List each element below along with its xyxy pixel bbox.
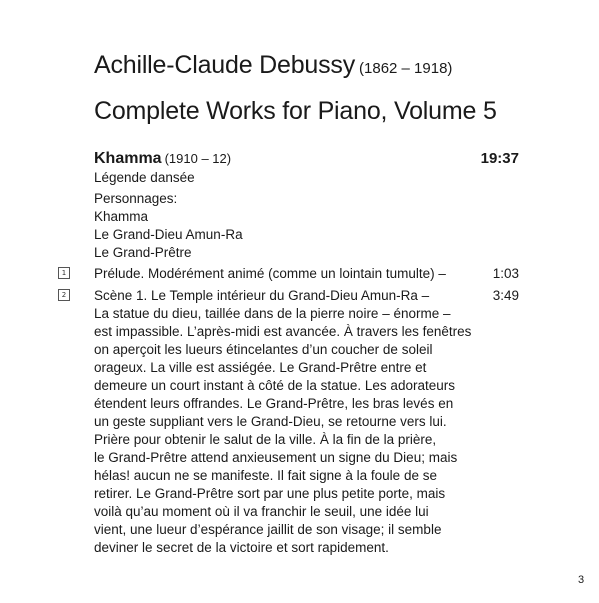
- track-line: deviner le secret de la victoire et sort rapidement.: [94, 540, 389, 555]
- track-number-box: 1: [58, 267, 70, 279]
- track-line: hélas! aucun ne se manifeste. Il fait signe à la foule de se: [94, 468, 437, 483]
- characters-list: [94, 190, 243, 262]
- work-title: Khamma: [94, 150, 162, 167]
- track-line: Scène 1. Le Temple intérieur du Grand-Dieu Amun-Ra –: [94, 288, 430, 303]
- characters-heading: Personnages:: [94, 191, 178, 206]
- track-line: La statue du dieu, taillée dans de la pierre noire – énorme –: [94, 306, 451, 321]
- track-number-box: 2: [58, 289, 70, 301]
- track-line: étendent leurs offrandes. Le Grand-Prêtre, les bras levés en: [94, 396, 454, 411]
- track-line: Prélude. Modérément animé (comme un lointain tumulte) –: [94, 266, 446, 281]
- track-row: [58, 287, 519, 567]
- track-description: [94, 287, 474, 557]
- character-item: Le Grand-Prêtre: [94, 245, 192, 260]
- track-line: vient, une lueur d’espérance jaillit de son visage; il semble: [94, 522, 442, 537]
- track-row: [58, 265, 519, 283]
- album-title: Complete Works for Piano, Volume 5: [94, 97, 497, 125]
- track-line: est impassible. L’après-midi est avancée. À travers les fenêtres: [94, 324, 472, 339]
- composer-dates: (1862 – 1918): [359, 60, 453, 77]
- work-heading: [94, 149, 519, 169]
- track-duration: 1:03: [492, 266, 519, 281]
- track-line: voilà qu’au moment où il va franchir le seuil, une idée lui: [94, 504, 429, 519]
- composer-name: Achille-Claude Debussy: [94, 51, 356, 79]
- character-item: Le Grand-Dieu Amun-Ra: [94, 227, 243, 242]
- track-description: [94, 265, 474, 283]
- track-line: on aperçoit les lueurs étincelantes d’un coucher de soleil: [94, 342, 433, 357]
- track-line: retirer. Le Grand-Prêtre sort par une plus petite porte, mais: [94, 486, 446, 501]
- page-number: 3: [578, 574, 585, 586]
- track-line: Prière pour obtenir le salut de la ville. À la fin de la prière,: [94, 432, 437, 447]
- work-dates: (1910 – 12): [164, 151, 232, 166]
- track-line: le Grand-Prêtre attend anxieusement un signe du Dieu; mais: [94, 450, 458, 465]
- work-subtitle: Légende dansée: [94, 170, 195, 185]
- track-line: demeure un court instant à côté de la statue. Les adorateurs: [94, 378, 455, 393]
- track-line: orageux. La ville est assiégée. Le Grand-Prêtre entre et: [94, 360, 427, 375]
- character-item: Khamma: [94, 209, 149, 224]
- track-line: un geste suppliant vers le Grand-Dieu, se retourne vers lui.: [94, 414, 447, 429]
- work-total-duration: 19:37: [480, 150, 519, 167]
- track-duration: 3:49: [492, 288, 519, 303]
- composer-heading: [94, 50, 452, 84]
